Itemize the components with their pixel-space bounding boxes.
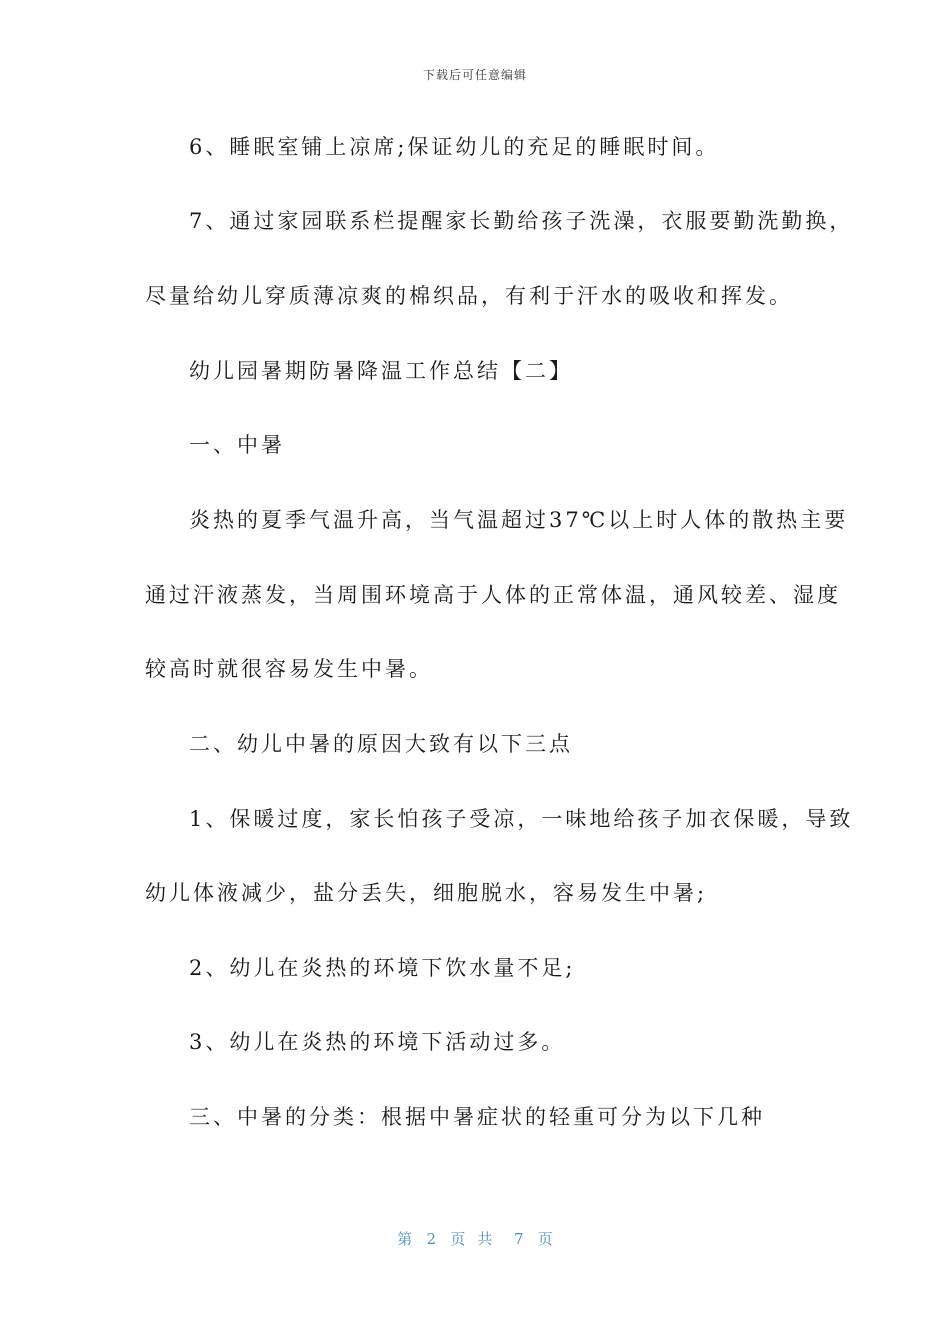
paragraph-line: 2、幼儿在炎热的环境下饮水量不足; — [189, 956, 576, 980]
paragraph-line: 尽量给幼儿穿质薄凉爽的棉织品，有利于汗水的吸收和挥发。 — [145, 284, 793, 308]
section-heading: 幼儿园暑期防暑降温工作总结【二】 — [189, 359, 573, 383]
footer-page-number: 2 — [426, 1230, 437, 1248]
paragraph-line: 3、幼儿在炎热的环境下活动过多。 — [189, 1030, 566, 1054]
footer-total-pages: 7 — [513, 1230, 524, 1248]
page-footer — [0, 1228, 950, 1249]
subsection-heading: 二、幼儿中暑的原因大致有以下三点 — [189, 732, 573, 756]
paragraph-line: 通过汗液蒸发，当周围环境高于人体的正常体温，通风较差、湿度 — [145, 583, 841, 607]
paragraph-line: 1、保暖过度，家长怕孩子受凉，一味地给孩子加衣保暖，导致 — [189, 807, 854, 831]
subsection-heading: 三、中暑的分类：根据中暑症状的轻重可分为以下几种 — [189, 1105, 765, 1129]
paragraph-line: 7、通过家园联系栏提醒家长勤给孩子洗澡，衣服要勤洗勤换， — [189, 209, 854, 233]
subsection-heading: 一、中暑 — [189, 433, 285, 457]
paragraph-line: 较高时就很容易发生中暑。 — [145, 657, 433, 681]
footer-page-unit: 页共 — [450, 1230, 505, 1248]
footer-page-label: 第 — [397, 1230, 413, 1248]
paragraph-line: 6、睡眠室铺上凉席;保证幼儿的充足的睡眠时间。 — [189, 135, 720, 159]
paragraph-line: 炎热的夏季气温升高，当气温超过37℃以上时人体的散热主要 — [189, 508, 849, 532]
footer-total-unit: 页 — [537, 1230, 553, 1248]
page-header: 下载后可任意编辑 — [422, 68, 527, 82]
paragraph-line: 幼儿体液减少，盐分丢失，细胞脱水，容易发生中暑; — [145, 881, 708, 905]
